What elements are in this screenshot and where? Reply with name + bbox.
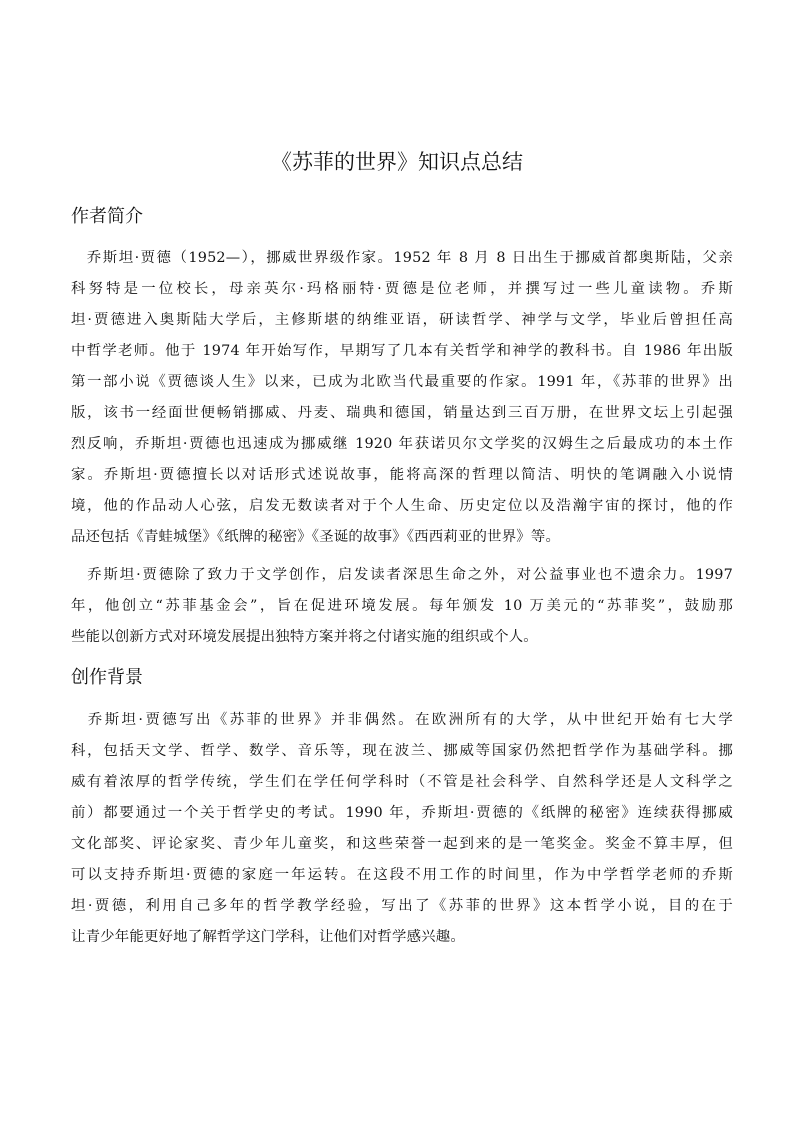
text-line: 些能以创新方式对环境发展提出独特方案并将之付诸实施的组织或个人。 [71, 629, 538, 645]
text-line: 年，他创立“苏菲基金会”，旨在促进环境发展。每年颁发 10 万美元的“苏菲奖”，鼓励那 [71, 598, 733, 614]
document-title: 《苏菲的世界》知识点总结 [271, 150, 523, 174]
text-line: 让青少年能更好地了解哲学这门学科，让他们对哲学感兴趣。 [71, 929, 465, 945]
section-heading-author: 作者简介 [71, 206, 143, 227]
text-line: 中哲学老师。他于 1974 年开始写作，早期写了几本有关哲学和神学的教科书。自 1986 年出版 [71, 343, 733, 359]
text-line: 境，他的作品动人心弦，启发无数读者对于个人生命、历史定位以及浩瀚宇宙的探讨，他的作 [71, 498, 733, 514]
text-line: 家。乔斯坦·贾德擅长以对话形式述说故事，能将高深的哲理以简洁、明快的笔调融入小说情 [71, 467, 733, 483]
text-line: 乔斯坦·贾德（1952—），挪威世界级作家。1952 年 8 月 8 日出生于挪威首都奥斯陆，父亲 [71, 250, 733, 266]
text-line: 坦·贾德，利用自己多年的哲学教学经验，写出了《苏菲的世界》这本哲学小说，目的在于 [71, 898, 733, 914]
text-line: 前）都要通过一个关于哲学史的考试。1990 年，乔斯坦·贾德的《纸牌的秘密》连续获得挪威 [71, 805, 733, 821]
text-line: 可以支持乔斯坦·贾德的家庭一年运转。在这段不用工作的时间里，作为中学哲学老师的乔斯 [71, 867, 733, 883]
text-line: 品还包括《青蛙城堡》《纸牌的秘密》《圣诞的故事》《西西莉亚的世界》等。 [71, 529, 561, 545]
text-line: 威有着浓厚的哲学传统，学生们在学任何学科时（不管是社会科学、自然科学还是人文科学之 [71, 774, 733, 790]
text-line: 第一部小说《贾德谈人生》以来，已成为北欧当代最重要的作家。1991 年，《苏菲的世界》出 [71, 374, 733, 390]
text-line: 版，该书一经面世便畅销挪威、丹麦、瑞典和德国，销量达到三百万册，在世界文坛上引起强 [71, 405, 733, 421]
section-heading-background: 创作背景 [71, 667, 143, 688]
text-line: 文化部奖、评论家奖、青少年儿童奖，和这些荣誉一起到来的是一笔奖金。奖金不算丰厚，但 [71, 836, 733, 852]
text-line: 乔斯坦·贾德除了致力于文学创作，启发读者深思生命之外，对公益事业也不遗余力。1997 [71, 567, 733, 583]
paragraph-creation-background [71, 705, 733, 953]
paragraph-author-charity [71, 560, 733, 653]
text-line: 科，包括天文学、哲学、数学、音乐等，现在波兰、挪威等国家仍然把哲学作为基础学科。挪 [71, 743, 733, 759]
text-line: 科努特是一位校长，母亲英尔·玛格丽特·贾德是位老师，并撰写过一些儿童读物。乔斯 [71, 281, 733, 297]
text-line: 坦·贾德进入奥斯陆大学后，主修斯堪的纳维亚语，研读哲学、神学与文学，毕业后曾担任高 [71, 312, 733, 328]
text-line: 烈反响，乔斯坦·贾德也迅速成为挪威继 1920 年获诺贝尔文学奖的汉姆生之后最成功的本土作 [71, 436, 733, 452]
paragraph-author-bio [71, 243, 733, 553]
text-line: 乔斯坦·贾德写出《苏菲的世界》并非偶然。在欧洲所有的大学，从中世纪开始有七大学 [71, 712, 733, 728]
